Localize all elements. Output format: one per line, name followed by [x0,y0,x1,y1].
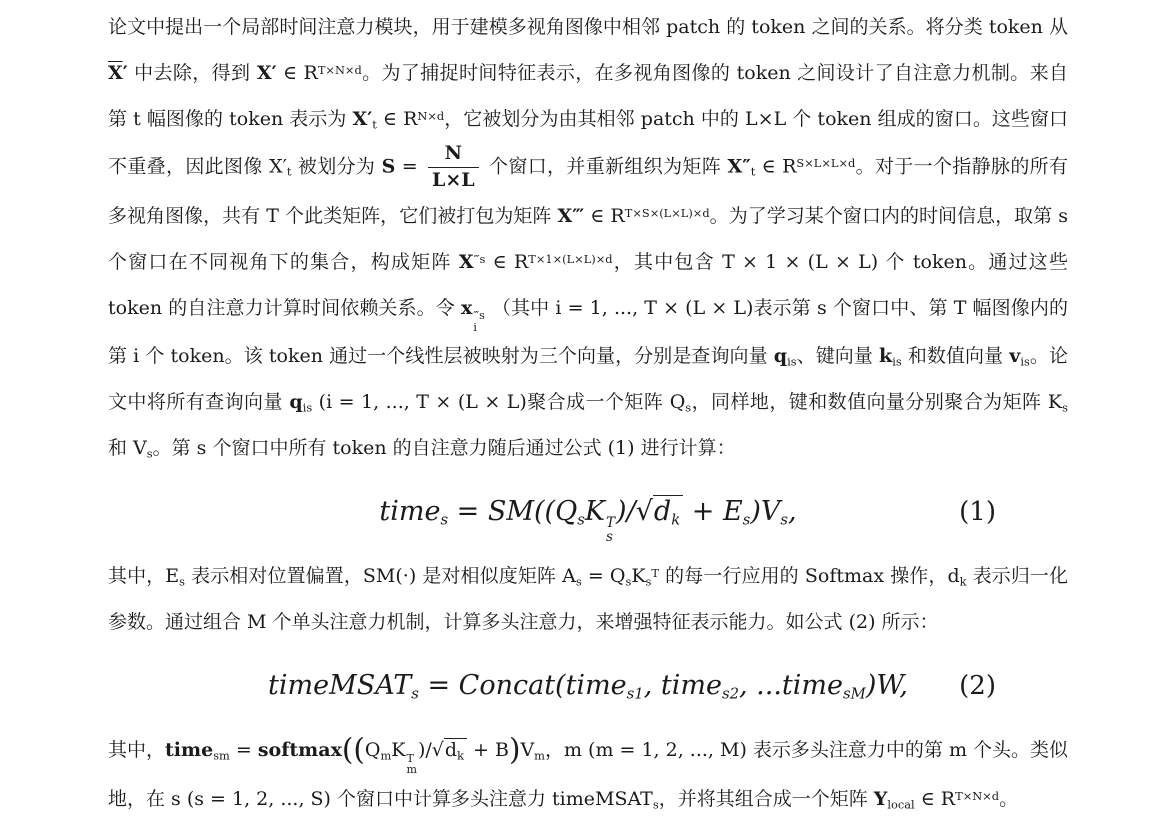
math-bold: X′ [256,62,277,84]
text-run: ∈ R [376,108,418,130]
text-run: = Concat(time [418,670,627,702]
text-run: 。 [999,787,1019,810]
text-run: = SM((Q [448,496,578,528]
text-run: 。第 s 个窗口中所有 token 的自注意力随后通过公式 (1) 进行计算： [152,437,736,460]
text-run: ∈ R [485,250,529,273]
math-subscript: t [372,117,377,132]
math-subscript: s [440,510,449,529]
document-body [108,0,1068,822]
math-bold: q [773,345,788,368]
radical-icon: √ [431,739,444,762]
text-run: 表示归一化参数。通过组合 M 个单头注意力机制，计算多头注意力，来增强特征表示能力。如公式 (2) 所示： [108,565,1069,634]
text-run: ，m (m = 1, 2, ..., M) 表示多头注意力中的第 m 个头。类似地，在 s (s = 1, 2, ..., S) 个窗口中计算多头注意力 timeMSAT [108,739,1069,810]
math-subscript: s1 [626,684,644,703]
text-run: + E [683,496,743,528]
math-superscript: S×L×L×d [796,156,856,171]
text-run: Q [364,739,381,762]
big-paren: (( [341,732,365,767]
math-superscript: T×N×d [955,788,1000,803]
math-subscript: is [892,354,902,369]
math-superscript: T×1×(L×L)×d [528,251,613,266]
math-superscript: ‴s [473,251,486,266]
math-base: d [444,739,458,762]
sqrt-argument [653,495,683,527]
math-subscript: k [671,510,681,529]
equation-1-formula [379,483,796,544]
math-bold: X″ [727,155,751,178]
math-subscript: local [887,797,915,812]
math-bold: q [289,391,303,414]
math-base: d [653,496,672,528]
math-subscript: t [286,164,292,179]
text-run: 个窗口，并重新组织为矩阵 [482,155,728,178]
paragraph-intro [108,4,1068,471]
math-subscript: s [146,446,153,461]
math-supsub [606,516,615,544]
math-subscript: m [380,748,392,763]
math-subscript: s [625,574,632,589]
math-bold: S [381,155,396,178]
paragraph-eq2-explanation [108,727,1068,822]
text-run: ，并将其组合成一个矩阵 [658,787,874,810]
math-subscript: s [411,684,419,703]
text-run: ∈ R [755,155,797,178]
text-run: ，其中包含 T × 1 × (L × L) 个 token。通过这些 token 的自注意力计算时间依赖关系。令 [108,250,1068,319]
math-superscript: N×d [417,108,445,123]
math-sqrt [432,738,467,761]
text-run: 。为了学习某个窗口内的时间信息，取第 s 个窗口在不同视角下的集合，构成矩阵 [108,204,1069,273]
text-run: 。为了捕捉时间特征表示，在多视角图像的 token 之间设计了自注意力机制。来自第 t 幅图像的 token 表示为 [108,62,1068,130]
math-bold: v [1009,345,1021,368]
math-subscript: s [685,400,692,415]
text-run: )V [750,496,781,528]
text-run: 中去除，得到 [127,62,257,84]
math-bold: Y [873,787,888,810]
math-bold: X [458,250,474,273]
math-bold: x [461,296,473,319]
text-run: , time [643,670,722,702]
math-subscript: s [575,574,582,589]
math-subscript: s [1062,400,1068,415]
text-run: 的每一行应用的 Softmax 操作，d [659,565,960,588]
math-subscript: s [742,510,751,529]
math-bold: k [879,345,893,368]
text-run: 论文中提出一个局部时间注意力模块，用于建模多视角图像中相邻 patch 的 token 之间的关系。将分类 token 从 [108,16,1068,38]
math-subscript: i [473,320,477,334]
math-bold: X′ [352,108,373,130]
equation-2-formula [268,657,908,715]
text-run: 表示相对位置偏置，SM(·) 是对相似度矩阵 A [185,565,576,588]
math-subscript: m [534,748,545,763]
math-subscript: sm [213,748,230,763]
text-run: 其中， [108,739,166,762]
text-run: time [379,496,441,528]
text-run: + B [466,739,509,762]
math-subscript: t [750,164,756,179]
math-subscript: s [652,797,659,812]
text-run: ∈ R [914,787,956,810]
text-run: ∈ R [584,204,625,227]
text-run: 、键向量 [796,345,880,368]
text-run: K [631,565,646,588]
math-superscript: T×S×(L×L)×d [624,205,710,220]
math-bold: time [165,739,214,762]
math-subscript: s [179,574,185,589]
text-run: ，它被划分为由其相邻 patch 中的 L×L 个 token 组成的窗口。这些窗口不重叠，因此图像 X′ [108,108,1068,178]
math-supsub [407,753,417,776]
text-run: K [391,739,406,762]
math-subscript: s [606,529,613,546]
math-subscript: is [1020,354,1030,369]
math-subscript: s [645,574,652,589]
equation-2-number: (2) [959,671,996,702]
equation-1 [108,483,1068,546]
text-run: = [229,739,258,762]
math-fraction [428,142,479,193]
text-run: = [395,155,425,178]
text-run: （其中 i = 1, ..., T × (L × L)表示第 s 个窗口中、第 T 幅图像内的第 i 个 token。该 token 通过一个线性层被映射为三个向量，分别是查询向量 [108,296,1068,368]
math-supsub [473,310,484,333]
text-run: timeMSAT [268,670,412,702]
radical-icon: √ [635,496,653,528]
big-paren: ) [508,732,521,767]
math-superscript: ‴s [473,309,485,322]
text-run: 其中，E [108,565,180,588]
text-run: )/ [417,739,432,762]
text-run: , ...time [739,670,843,702]
math-superscript: T [406,751,414,765]
math-subscript: m [406,763,417,777]
math-superscript: T×N×d [317,62,362,77]
text-run: 。对于一个指静脉的所有多视角图像，共有 T 个此类矩阵，它们被打包为矩阵 [108,155,1068,227]
fraction-denominator: L×L [432,168,475,191]
math-subscript: is [787,354,797,369]
equation-2 [108,657,1068,715]
overline-math: $\overline{X}$ [108,62,123,84]
text-run: , [788,496,797,528]
math-superscript: T [606,514,616,531]
text-run: ，同样地，键和数值向量分别聚合为矩阵 K [691,391,1063,414]
equation-1-number: (1) [959,497,996,528]
text-run: 。论文中将所有查询向量 [108,345,1068,414]
math-subscript: sM [843,684,866,703]
math-subscript: s2 [721,684,740,703]
math-superscript: T [651,566,660,580]
text-run: 和数值向量 [901,345,1010,368]
text-run: 和 V [108,437,147,460]
text-run: )/ [616,496,636,528]
text-run: V [520,739,535,762]
math-subscript: k [457,748,464,763]
text-run: K [584,496,606,528]
text-run: ∈ R [276,62,318,84]
math-bold: X‴ [557,204,585,227]
fraction-numerator: N [428,142,479,168]
math-sqrt [636,495,684,527]
math-subscript: s [780,510,788,529]
math-bold: softmax [257,739,342,762]
math-subscript: is [302,400,313,415]
text-run: )W, [865,670,908,702]
paragraph-eq1-explanation [108,553,1068,645]
math-subscript: s [577,510,585,529]
math-bold: ′ [122,62,128,84]
math-subscript: k [959,574,967,589]
text-run: = Q [581,565,626,588]
text-run: 被划分为 [291,155,382,178]
text-run: (i = 1, ..., T × (L × L)聚合成一个矩阵 Q [312,391,686,414]
sqrt-argument [444,738,467,761]
